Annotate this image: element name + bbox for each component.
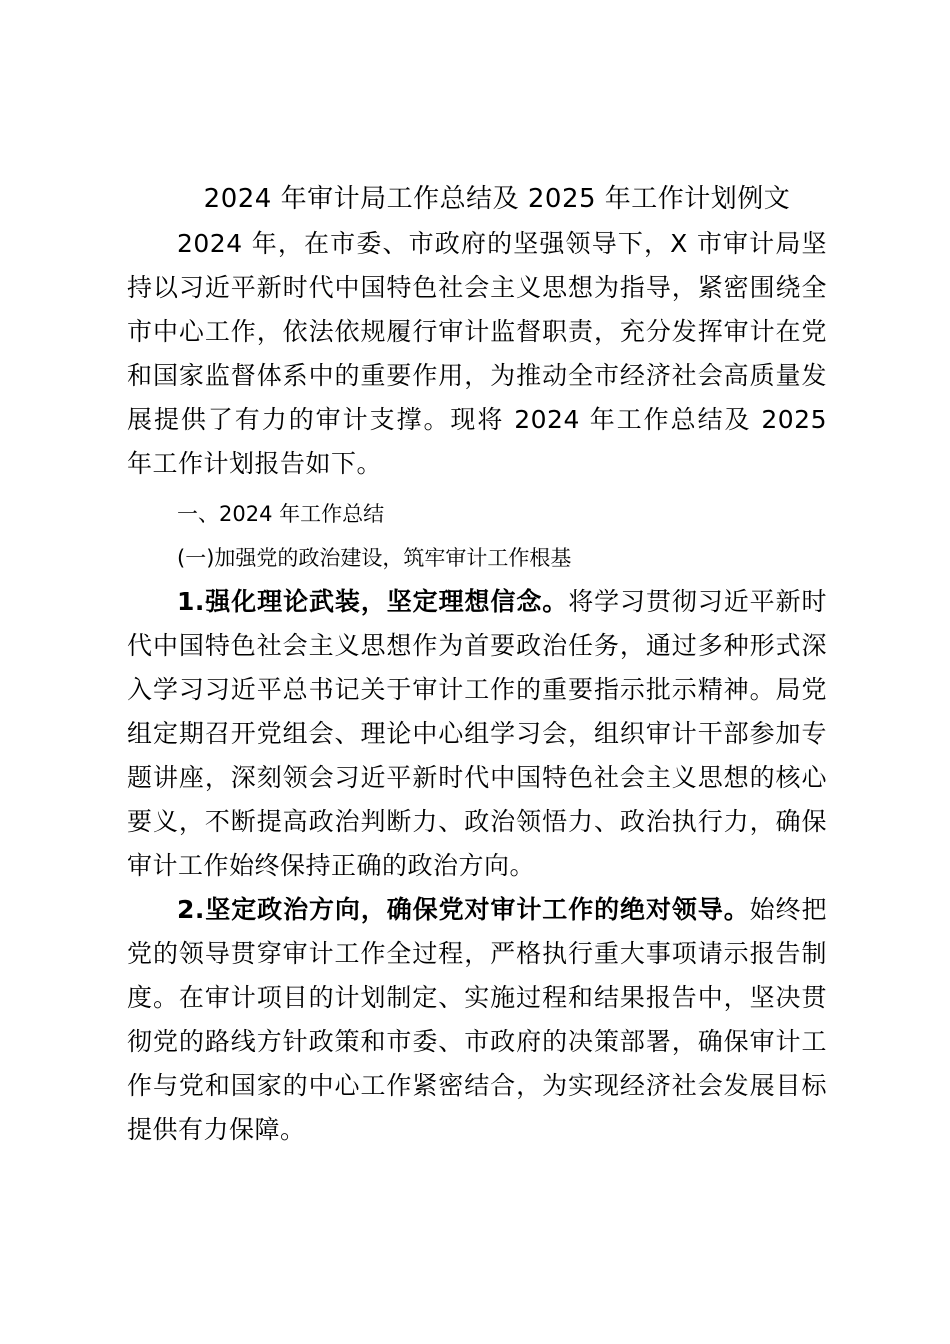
item-paragraph-1 [127, 580, 827, 888]
item-lead-1: 1.强化理论武装，坚定理想信念。 [177, 587, 569, 616]
section-heading: 一、2024 年工作总结 [177, 502, 385, 526]
item-paragraph-2 [127, 888, 827, 1152]
document-body [127, 176, 827, 1152]
intro-paragraph: 2024 年，在市委、市政府的坚强领导下，X 市审计局坚持以习近平新时代中国特色社会主义思想为指导，紧密围绕全市中心工作，依法依规履行审计监督职责，充分发挥审计在党和国家监督体系中的重要作用，为推动全市经济社会高质量发展提供了有力的审计支撑。现将 2024 年工作总结及 2025 年工作计划报告如下。 [127, 229, 827, 478]
subsection-heading: (一)加强党的政治建设，筑牢审计工作根基 [177, 546, 572, 570]
item-body-1: 将学习贯彻习近平新时代中国特色社会主义思想作为首要政治任务，通过多种形式深入学习习近平总书记关于审计工作的重要指示批示精神。局党组定期召开党组会、理论中心组学习会，组织审计干部参加专题讲座，深刻领会习近平新时代中国特色社会主义思想的核心要义，不断提高政治判断力、政治领悟力、政治执行力，确保审计工作始终保持正确的政治方向。 [127, 587, 827, 880]
item-lead-2: 2.坚定政治方向，确保党对审计工作的绝对领导。 [177, 895, 750, 924]
item-body-2: 始终把党的领导贯穿审计工作全过程，严格执行重大事项请示报告制度。在审计项目的计划制定、实施过程和结果报告中，坚决贯彻党的路线方针政策和市委、市政府的决策部署，确保审计工作与党和国家的中心工作紧密结合，为实现经济社会发展目标提供有力保障。 [127, 895, 827, 1144]
document-title: 2024 年审计局工作总结及 2025 年工作计划例文 [203, 184, 791, 214]
